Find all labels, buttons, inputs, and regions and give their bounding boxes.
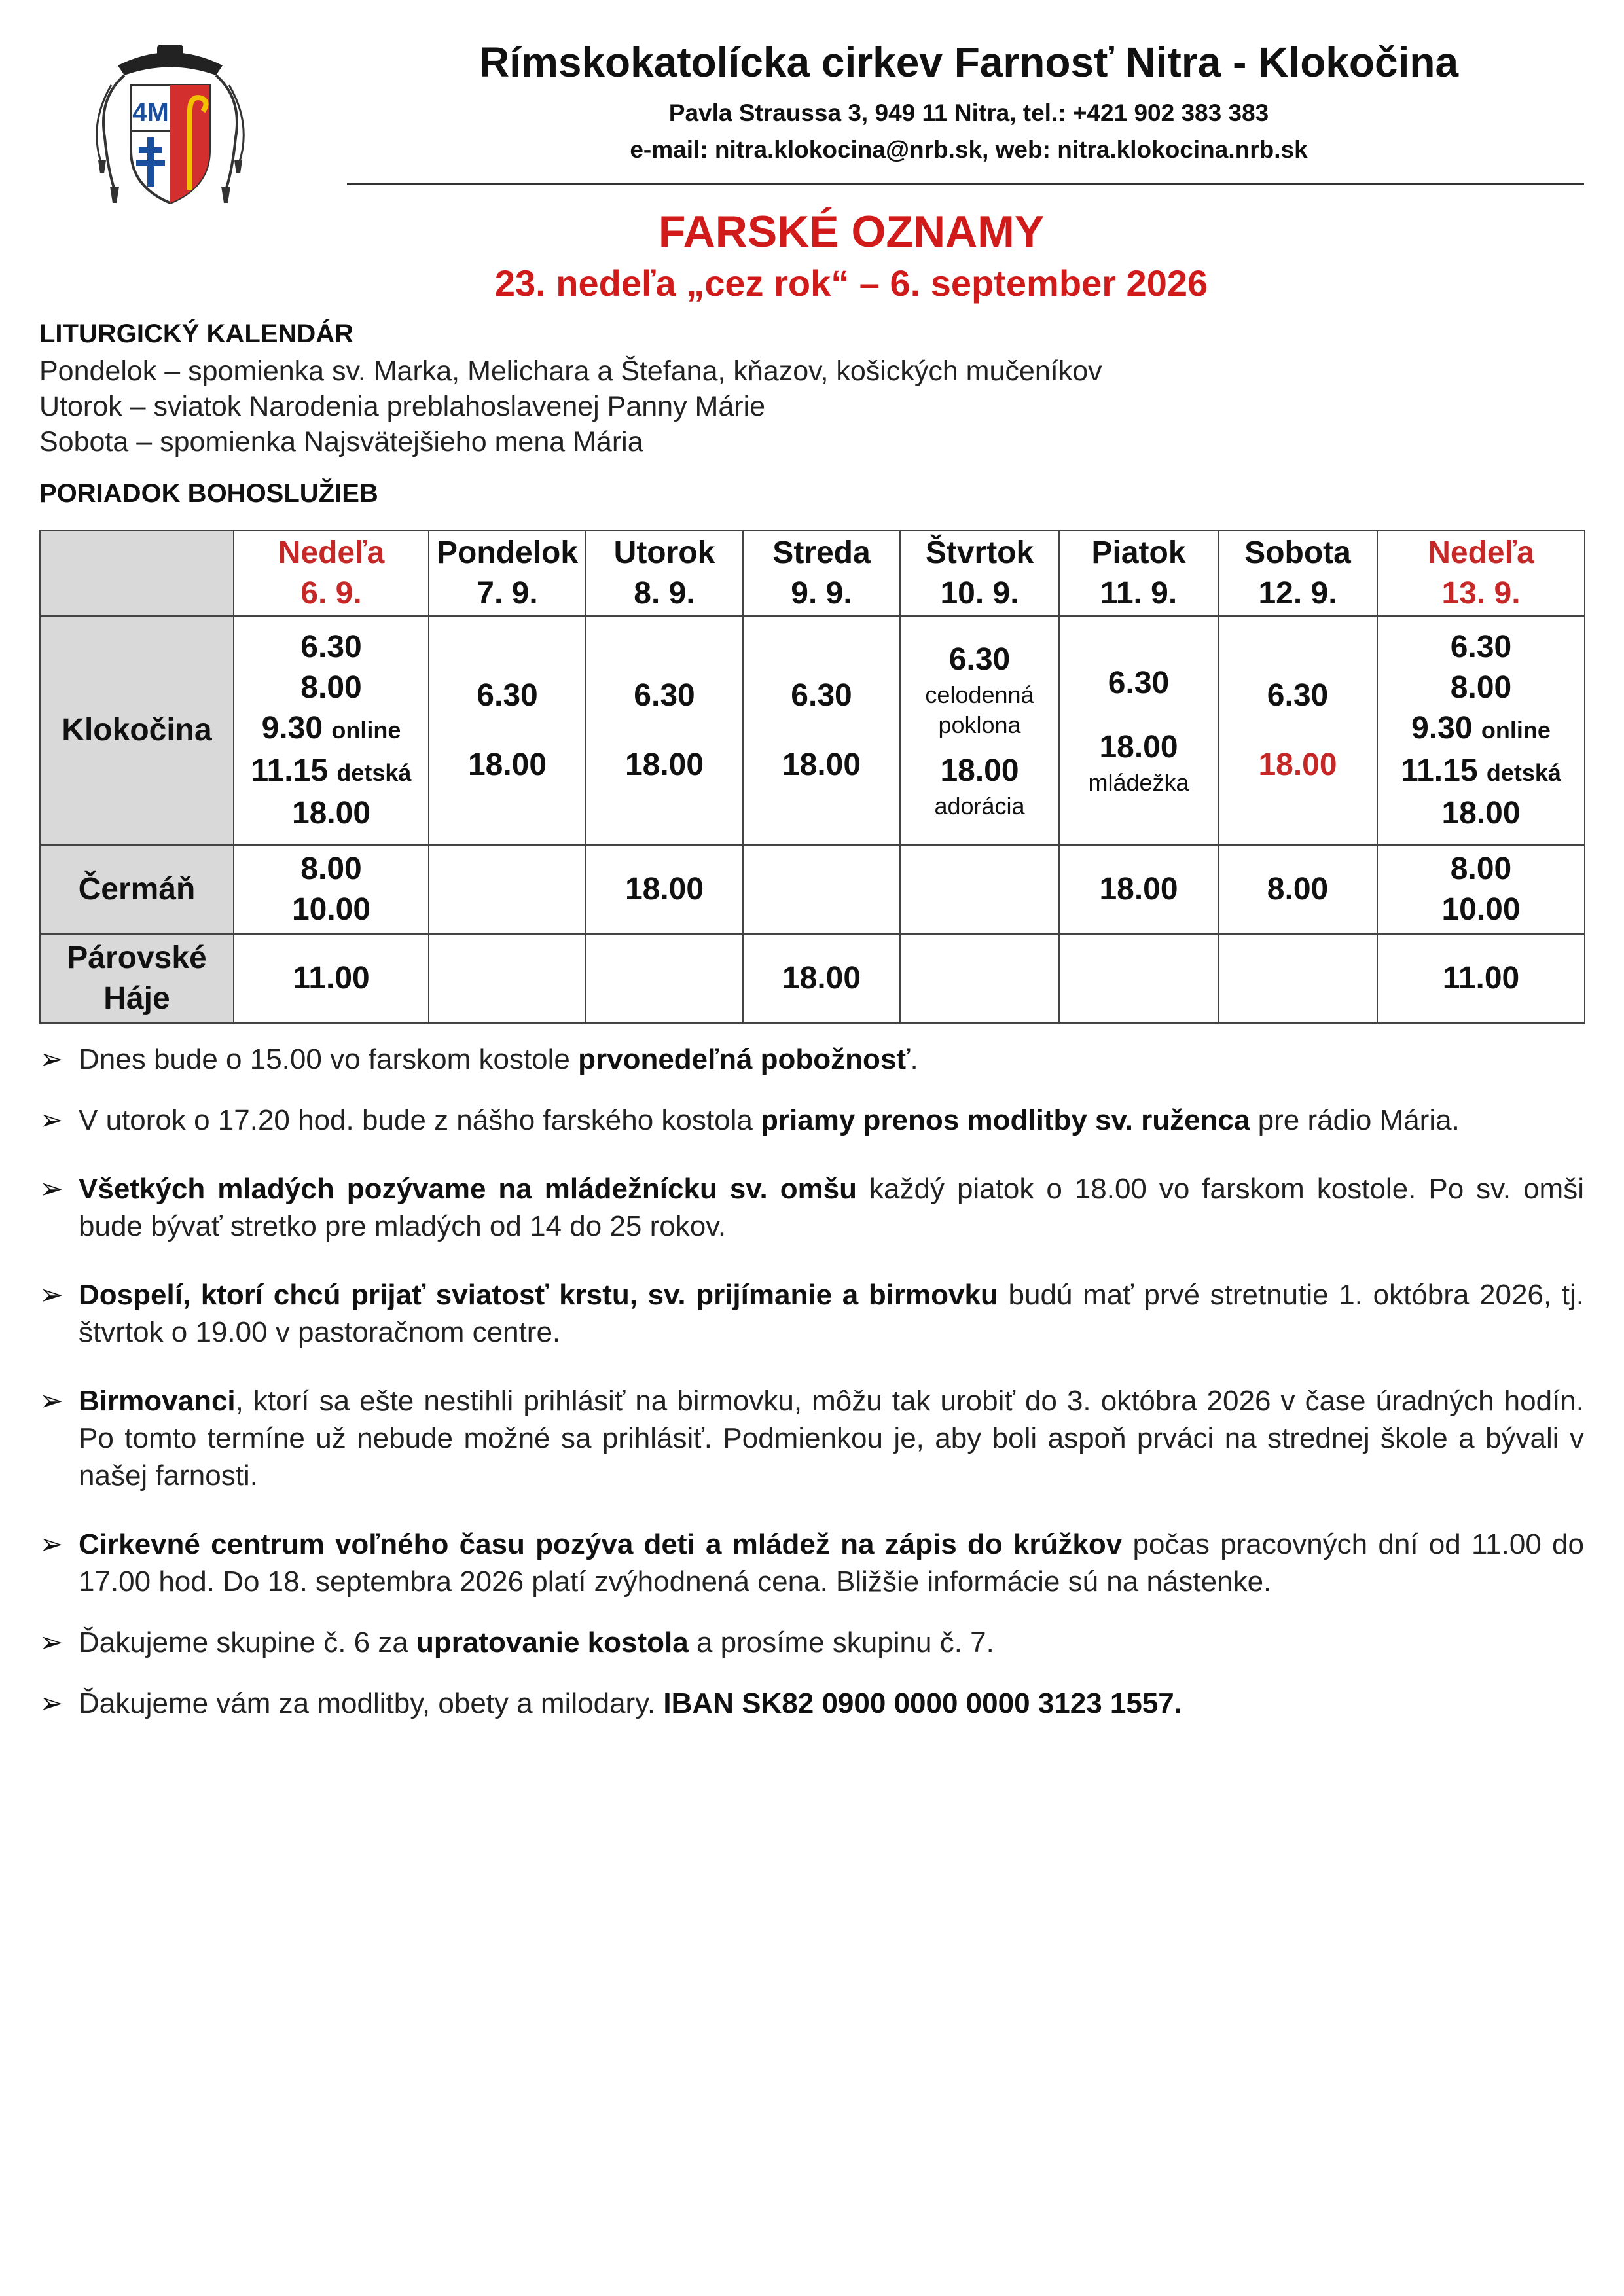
arrow-bullet-icon: ➢: [39, 1043, 63, 1075]
parish-crest-logo: [85, 39, 255, 216]
announcement-item: ➢ Ďakujeme vám za modlitby, obety a milodary. IBAN SK82 0900 0000 0000 3123 1557.: [39, 1685, 1584, 1722]
announcement-item: ➢ Dnes bude o 15.00 vo farskom kostole prvonedeľná pobožnosť.: [39, 1041, 1584, 1078]
liturgical-calendar-list: [39, 353, 1102, 459]
schedule-heading: PORIADOK BOHOSLUŽIEB: [39, 479, 378, 508]
day-header: Nedeľa 13. 9.: [1377, 531, 1585, 616]
calendar-line: Utorok – sviatok Narodenia preblahoslavenej Panny Márie: [39, 391, 766, 422]
schedule-cell: 6.30 18.00: [429, 616, 586, 845]
announcement-item: ➢ Všetkých mladých pozývame na mládežnícku sv. omšu každý piatok o 18.00 vo farskom kostole. Po sv. omši bude bývať stretko pre mladých od 14 do 25 rokov.: [39, 1170, 1584, 1245]
schedule-cell: 6.30 18.00: [586, 616, 743, 845]
schedule-cell: 8.00 10.00: [1377, 845, 1585, 934]
row-label-parovske-haje: Párovské Háje: [40, 934, 234, 1023]
announcement-item: ➢ Cirkevné centrum voľného času pozýva deti a mládež na zápis do krúžkov počas pracovných dní od 11.00 do 17.00 hod. Do 18. septembra 2026 platí zvýhodnená cena. Bližšie informácie sú na nástenke.: [39, 1526, 1584, 1600]
schedule-cell: 6.30 8.00 9.30 online 11.15 detská 18.00: [234, 616, 429, 845]
schedule-cell: [429, 845, 586, 934]
table-row-cerman: [40, 845, 1585, 934]
day-header: Nedeľa 6. 9.: [234, 531, 429, 616]
schedule-cell: 11.00: [1377, 934, 1585, 1023]
schedule-cell: [900, 845, 1059, 934]
schedule-cell: 18.00: [1059, 845, 1218, 934]
day-header: Utorok 8. 9.: [586, 531, 743, 616]
arrow-bullet-icon: ➢: [39, 1104, 63, 1136]
arrow-bullet-icon: ➢: [39, 1626, 63, 1659]
table-row-klokocina: [40, 616, 1585, 845]
calendar-line: Sobota – spomienka Najsvätejšieho mena Mária: [39, 426, 643, 457]
schedule-cell: 6.30 celodenná poklona 18.00 adorácia: [900, 616, 1059, 845]
schedule-cell: [900, 934, 1059, 1023]
schedule-cell: 8.00: [1218, 845, 1377, 934]
row-label-klokocina: Klokočina: [40, 616, 234, 845]
arrow-bullet-icon: ➢: [39, 1173, 63, 1205]
day-header: Streda 9. 9.: [743, 531, 900, 616]
schedule-cell: 6.30 8.00 9.30 online 11.15 detská 18.00: [1377, 616, 1585, 845]
day-header: Pondelok 7. 9.: [429, 531, 586, 616]
row-label-cerman: Čermáň: [40, 845, 234, 934]
arrow-bullet-icon: ➢: [39, 1279, 63, 1311]
day-header: Sobota 12. 9.: [1218, 531, 1377, 616]
schedule-cell: [743, 845, 900, 934]
schedule-cell: 8.00 10.00: [234, 845, 429, 934]
schedule-cell: [1218, 934, 1377, 1023]
schedule-cell: 6.30 18.00 mládežka: [1059, 616, 1218, 845]
schedule-cell: 18.00: [743, 934, 900, 1023]
announcements-list: [39, 1041, 1584, 1746]
schedule-cell: 6.30 18.00: [1218, 616, 1377, 845]
parish-contact: e-mail: nitra.klokocina@nrb.sk, web: nitra.klokocina.nrb.sk: [630, 136, 1308, 163]
arrow-bullet-icon: ➢: [39, 1385, 63, 1417]
announcement-item: ➢ Birmovanci, ktorí sa ešte nestihli prihlásiť na birmovku, môžu tak urobiť do 3. októbra 2026 v čase úradných hodín. Po tomto termíne už nebude možné sa prihlásiť. Podmienkou je, aby boli aspoň prváci na strednej škole a bývali v našej farnosti.: [39, 1382, 1584, 1494]
day-header: Štvrtok 10. 9.: [900, 531, 1059, 616]
mass-schedule-table: [39, 530, 1585, 1024]
liturgical-calendar-heading: LITURGICKÝ KALENDÁR: [39, 319, 353, 348]
parish-name: Rímskokatolícka cirkev Farnosť Nitra - Klokočina: [478, 39, 1459, 86]
parish-address: Pavla Straussa 3, 949 11 Nitra, tel.: +421 902 383 383: [668, 99, 1269, 126]
schedule-cell: [586, 934, 743, 1023]
schedule-cell: [429, 934, 586, 1023]
table-corner-cell: [40, 531, 234, 616]
header-divider: [347, 183, 1584, 185]
announcement-item: ➢ Dospelí, ktorí chcú prijať sviatosť krstu, sv. prijímanie a birmovku budú mať prvé stretnutie 1. októbra 2026, tj. štvrtok o 19.00 v pastoračnom centre.: [39, 1276, 1584, 1351]
crest-monogram: 4M: [132, 98, 169, 127]
calendar-line: Pondelok – spomienka sv. Marka, Melichara a Štefana, kňazov, košických mučeníkov: [39, 355, 1102, 387]
document-subtitle: 23. nedeľa „cez rok“ – 6. september 2026: [494, 262, 1208, 304]
document-title: FARSKÉ OZNAMY: [658, 207, 1045, 257]
arrow-bullet-icon: ➢: [39, 1528, 63, 1560]
announcement-item: ➢ Ďakujeme skupine č. 6 za upratovanie kostola a prosíme skupinu č. 7.: [39, 1624, 1584, 1661]
announcement-item: ➢ V utorok o 17.20 hod. bude z nášho farského kostola priamy prenos modlitby sv. ruženca pre rádio Mária.: [39, 1102, 1584, 1139]
table-header-row: [40, 531, 1585, 616]
schedule-cell: 11.00: [234, 934, 429, 1023]
schedule-cell: [1059, 934, 1218, 1023]
day-header: Piatok 11. 9.: [1059, 531, 1218, 616]
schedule-cell: 18.00: [586, 845, 743, 934]
table-row-parovske-haje: [40, 934, 1585, 1023]
schedule-cell: 6.30 18.00: [743, 616, 900, 845]
arrow-bullet-icon: ➢: [39, 1687, 63, 1719]
